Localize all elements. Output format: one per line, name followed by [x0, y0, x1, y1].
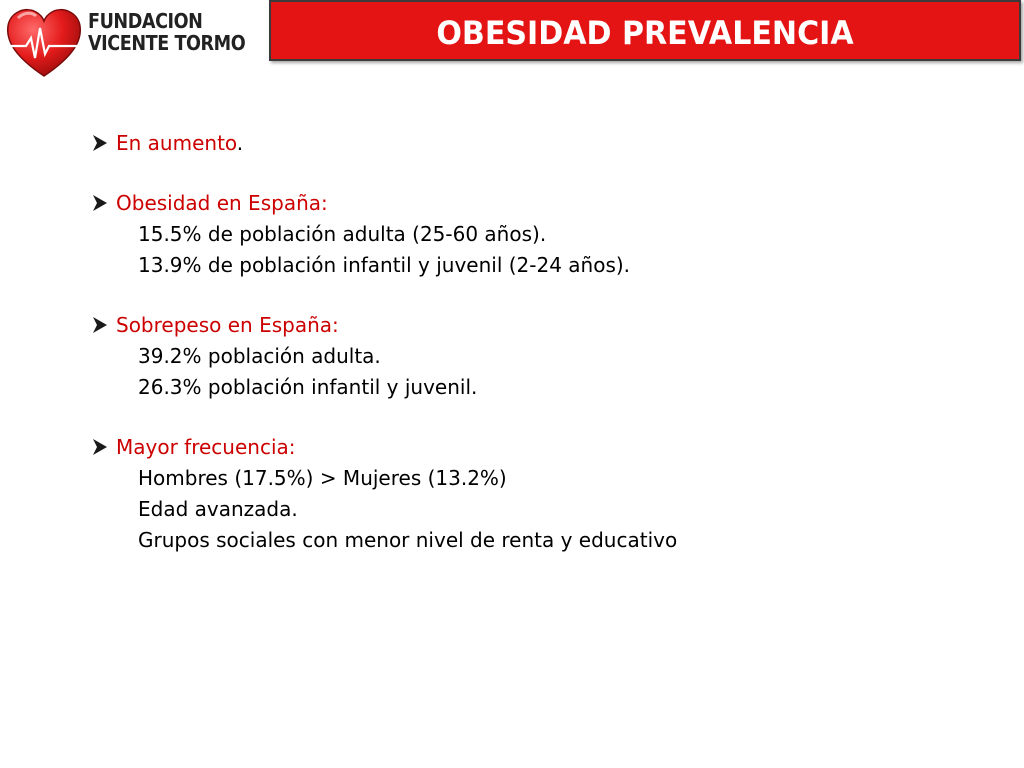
- bullet-item: [90, 128, 677, 159]
- section-obesidad: [90, 188, 677, 281]
- list-item: 39.2% población adulta.: [138, 344, 381, 368]
- section-heading: Mayor frecuencia:: [116, 435, 296, 459]
- arrow-bullet-icon: [90, 133, 110, 153]
- section-en-aumento: [90, 128, 677, 159]
- title-banner: [269, 0, 1021, 61]
- arrow-bullet-icon: [90, 315, 110, 335]
- foundation-logo: [4, 4, 264, 82]
- section-sobrepeso: [90, 310, 677, 403]
- list-item: Hombres (17.5%) > Mujeres (13.2%): [138, 466, 507, 490]
- section-heading: Sobrepeso en España:: [116, 313, 339, 337]
- heading-tail: .: [236, 131, 244, 155]
- list-item: Edad avanzada.: [138, 497, 298, 521]
- bullet-item: [90, 188, 677, 219]
- arrow-bullet-icon: [90, 193, 110, 213]
- list-item: 15.5% de población adulta (25-60 años).: [138, 222, 547, 246]
- bullet-item: [90, 310, 677, 341]
- page-title: OBESIDAD PREVALENCIA: [436, 14, 854, 52]
- logo-line-2: VICENTE TORMO: [88, 31, 246, 55]
- list-item: Grupos sociales con menor nivel de renta y educativo: [138, 528, 678, 552]
- list-item: 26.3% población infantil y juvenil.: [138, 375, 478, 399]
- slide-content: [90, 128, 677, 585]
- logo-text: [88, 10, 245, 54]
- section-mayor-frecuencia: [90, 432, 677, 556]
- heart-logo-icon: [4, 4, 84, 80]
- list-item: 13.9% de población infantil y juvenil (2-24 años).: [138, 253, 631, 277]
- section-heading: Obesidad en España:: [116, 191, 328, 215]
- bullet-item: [90, 432, 677, 463]
- logo-line-1: FUNDACION: [88, 9, 203, 33]
- arrow-bullet-icon: [90, 437, 110, 457]
- section-heading: En aumento: [116, 131, 237, 155]
